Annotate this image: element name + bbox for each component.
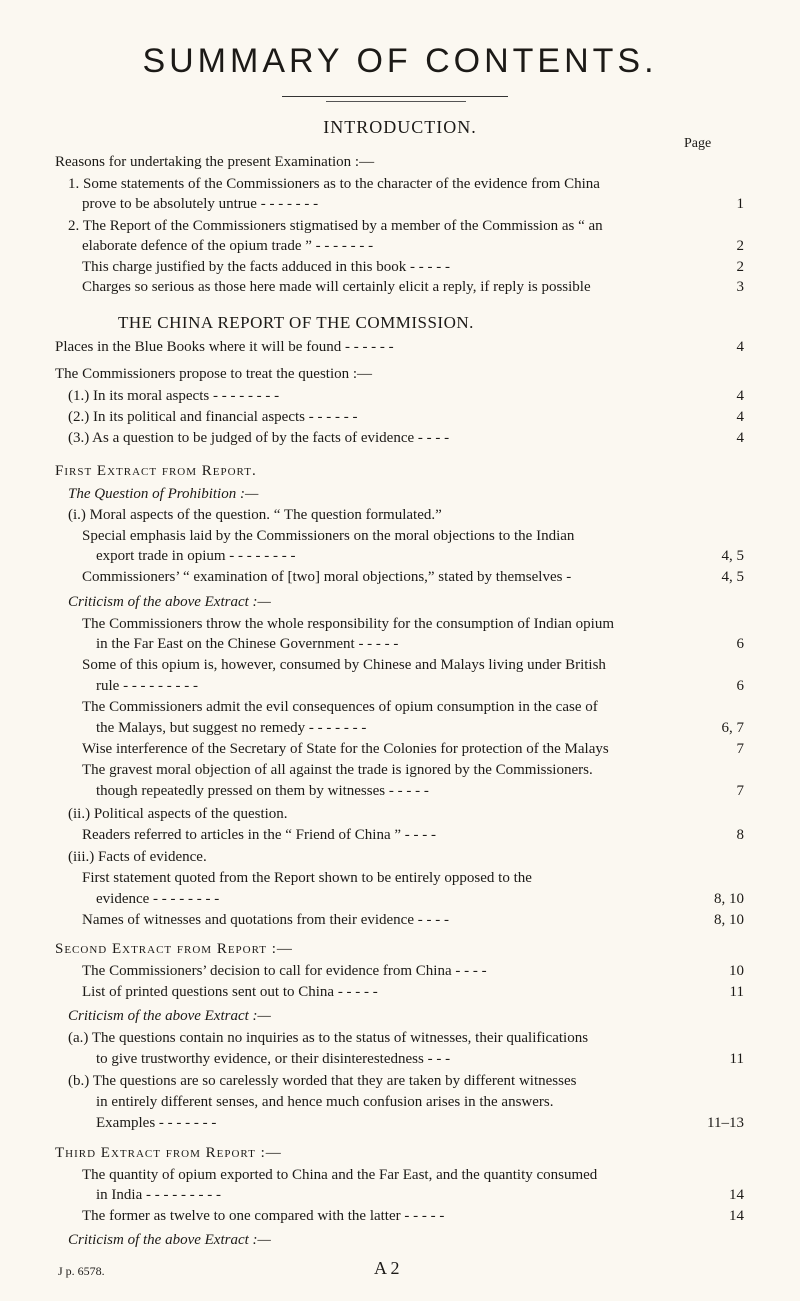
contents-entry-text: (iii.) Facts of evidence. [68,849,207,865]
contents-entry-text: (1.) In its moral aspects - - - - - - - - [68,388,280,404]
contents-entry-text: (2.) In its political and financial aspects - - - - - - [68,409,358,425]
contents-entry-text: The Commissioners throw the whole responsibility for the consumption of Indian opium [82,616,615,632]
contents-entry-page: 4 [736,388,744,404]
contents-entry-text: First statement quoted from the Report shown to be entirely opposed to the [82,870,532,886]
contents-entry-text: in the Far East on the Chinese Government - - - - - [96,636,399,652]
contents-entry-text: Places in the Blue Books where it will be found - - - - - - [55,339,394,355]
contents-entry-text: Criticism of the above Extract :— [68,594,271,610]
contents-entry-text: to give trustworthy evidence, or their disinterestedness - - - [96,1051,451,1067]
contents-entry-text: The Question of Prohibition :— [68,486,259,502]
contents-entry-page: 8 [736,827,744,843]
contents-entry-page: 4 [736,409,744,425]
signature-mark: A 2 [374,1258,400,1278]
contents-entry-text: List of printed questions sent out to China - - - - - [82,984,378,1000]
contents-entry-text: (3.) As a question to be judged of by the facts of evidence - - - - [68,430,450,446]
contents-entry-text: Criticism of the above Extract :— [68,1232,271,1248]
contents-entry-page: 11–13 [707,1115,744,1131]
contents-entry-page: 2 [736,238,744,254]
contents-entry-text: (i.) Moral aspects of the question. “ The question formulated.” [68,507,442,523]
contents-entry-page: 4, 5 [721,548,744,564]
contents-entry-text: Third Extract from Report :— [55,1145,282,1161]
contents-entry-page: 7 [736,741,744,757]
contents-entry-text: First Extract from Report. [55,463,257,479]
contents-entry-text: The former as twelve to one compared with the latter - - - - - [82,1208,445,1224]
contents-entry-page: 11 [729,1051,744,1067]
contents-entry-page: 6 [736,636,744,652]
contents-entry-text: prove to be absolutely untrue - - - - - - - [82,196,319,212]
contents-entry-page: 6 [736,678,744,694]
contents-entry-text: The Commissioners’ decision to call for evidence from China - - - - [82,963,487,979]
contents-entry-page: 6, 7 [721,720,744,736]
contents-entry-text: Second Extract from Report :— [55,941,293,957]
contents-entry-text: Special emphasis laid by the Commissioners on the moral objections to the Indian [82,528,575,544]
contents-entry-text: in India - - - - - - - - - [96,1187,221,1203]
contents-entry-text: Charges so serious as those here made will certainly elicit a reply, if reply is possible [82,279,591,295]
contents-entry-text: Reasons for undertaking the present Examination :— [55,154,375,170]
contents-entry-text: Examples - - - - - - - [96,1115,217,1131]
contents-entry-text: Names of witnesses and quotations from their evidence - - - - [82,912,449,928]
contents-entry-text: evidence - - - - - - - - [96,891,220,907]
contents-entry-text: Criticism of the above Extract :— [68,1008,271,1024]
contents-entry-page: 14 [729,1208,744,1224]
contents-entry-page: 2 [736,259,744,275]
title-rule-bottom [326,101,466,102]
contents-entry-text: export trade in opium - - - - - - - - [96,548,296,564]
contents-entry-page: 10 [729,963,744,979]
contents-entry-page: 4 [736,430,744,446]
contents-entry-text: elaborate defence of the opium trade ” - - - - - - - [82,238,374,254]
contents-entry-text: the Malays, but suggest no remedy - - - - - - - [96,720,367,736]
contents-entry-page: 8, 10 [714,891,744,907]
footer-reference: J p. 6578. [58,1264,105,1278]
contents-entry-text: in entirely different senses, and hence much confusion arises in the answers. [96,1094,554,1110]
contents-entry-page: 4, 5 [721,569,744,585]
contents-entry-text: The quantity of opium exported to China and the Far East, and the quantity consumed [82,1167,598,1183]
contents-entry-text: This charge justified by the facts adduced in this book - - - - - [82,259,450,275]
contents-entry-text: 1. Some statements of the Commissioners as to the character of the evidence from China [68,176,600,192]
contents-entry-text: though repeatedly pressed on them by witnesses - - - - - [96,783,429,799]
contents-entry-page: 3 [736,279,744,295]
contents-entry-page: 8, 10 [714,912,744,928]
contents-entry-page: 1 [736,196,744,212]
page-column-label: Page [684,136,712,151]
contents-entry-text: Commissioners’ “ examination of [two] moral objections,” stated by themselves - [82,569,572,585]
contents-entry-page: 14 [729,1187,744,1203]
title-rule-top [282,96,508,97]
page-title: SUMMARY OF CONTENTS. [142,42,658,80]
contents-entry-page: 4 [736,339,744,355]
contents-entry-page: 11 [729,984,744,1000]
contents-entry-text: The Commissioners admit the evil consequences of opium consumption in the case of [82,699,598,715]
contents-entry-text: (b.) The questions are so carelessly worded that they are taken by different witnesses [68,1073,577,1089]
contents-entry-text: Wise interference of the Secretary of State for the Colonies for protection of the Malays [82,741,609,757]
contents-entry-text: The gravest moral objection of all against the trade is ignored by the Commissioners. [82,762,593,778]
introduction-heading: INTRODUCTION. [323,117,477,137]
china-report-heading: THE CHINA REPORT OF THE COMMISSION. [118,313,474,332]
contents-entry-text: The Commissioners propose to treat the question :— [55,366,373,382]
contents-entry-text: Some of this opium is, however, consumed by Chinese and Malays living under British [82,657,606,673]
contents-entry-page: 7 [736,783,744,799]
contents-entry-text: (ii.) Political aspects of the question. [68,806,288,822]
contents-entry-text: Readers referred to articles in the “ Friend of China ” - - - - [82,827,437,843]
contents-entry-text: 2. The Report of the Commissioners stigmatised by a member of the Commission as “ an [68,218,603,234]
contents-entry-text: (a.) The questions contain no inquiries as to the status of witnesses, their qualifications [68,1030,589,1046]
contents-entry-text: rule - - - - - - - - - [96,678,199,694]
